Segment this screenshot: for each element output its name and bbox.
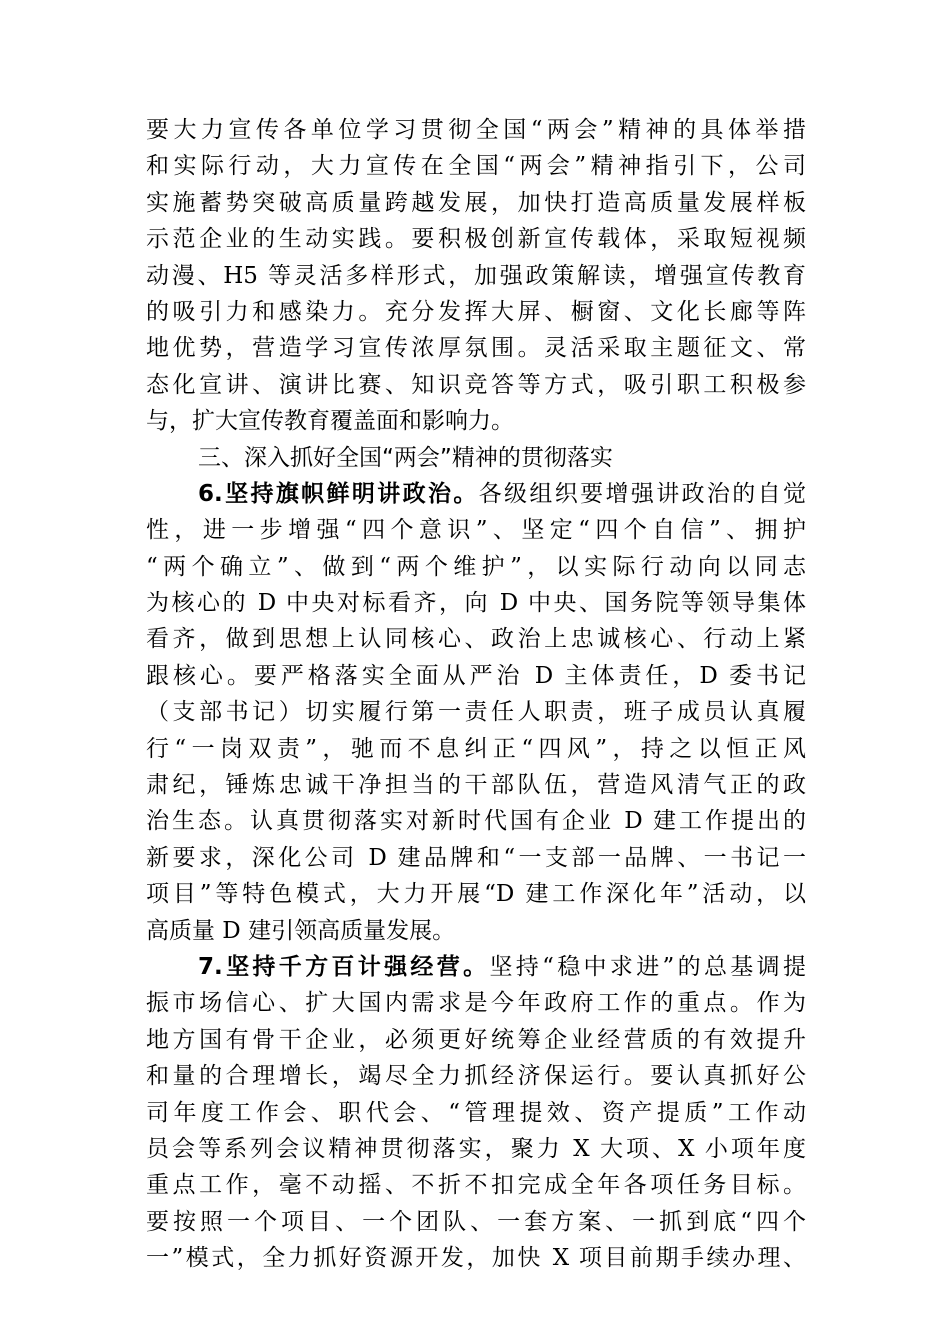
- text-line: 动漫、H5 等灵活多样形式，加强政策解读，增强宣传教育: [146, 262, 806, 289]
- text-line: 和量的合理增长，竭尽全力抓经济保运行。要认真抓好公: [146, 1063, 806, 1090]
- text-line: 实施蓄势突破高质量跨越发展，加快打造高质量发展样板: [146, 189, 806, 216]
- text-line: （支部书记）切实履行第一责任人职责，班子成员认真履: [146, 699, 806, 726]
- text-line: “两个确立”、做到“两个维护”，以实际行动向以同志: [146, 553, 806, 580]
- item-first-line: [146, 476, 806, 512]
- item-title: 6.坚持旗帜鲜明讲政治。: [198, 480, 479, 507]
- text-line: 示范企业的生动实践。要积极创新宣传载体，采取短视频: [146, 226, 806, 253]
- text-line: 行“一岗双责”，驰而不息纠正“四风”，持之以恒正风: [146, 735, 806, 762]
- text-line: 治生态。认真贯彻落实对新时代国有企业 D 建工作提出的: [146, 808, 806, 835]
- text-line: 为核心的 D 中央对标看齐，向 D 中央、国务院等领导集体: [146, 590, 806, 617]
- text-line: 地优势，营造学习宣传浓厚氛围。灵活采取主题征文、常: [146, 335, 806, 362]
- text-line: 肃纪，锤炼忠诚干净担当的干部队伍，营造风清气正的政: [146, 772, 806, 799]
- item-first-line-text: 坚持“稳中求进”的总基调提: [489, 953, 806, 980]
- text-line: 要按照一个项目、一个团队、一套方案、一抓到底“四个: [146, 1208, 806, 1235]
- text-line: 看齐，做到思想上认同核心、政治上忠诚核心、行动上紧: [146, 626, 806, 653]
- text-line: 新要求，深化公司 D 建品牌和“一支部一品牌、一书记一: [146, 844, 806, 871]
- text-line: 项目”等特色模式，大力开展“D 建工作深化年”活动，以: [146, 881, 806, 908]
- item-first-line: [146, 949, 806, 985]
- item-6-paragraph: [146, 476, 806, 949]
- text-line: 性，进一步增强“四个意识”、坚定“四个自信”、拥护: [146, 517, 806, 544]
- item-title: 7.坚持千方百计强经营。: [198, 953, 490, 980]
- section-heading: 三、深入抓好全国“两会”精神的贯彻落实: [198, 444, 613, 471]
- text-line: 的吸引力和感染力。充分发挥大屏、橱窗、文化长廊等阵: [146, 298, 806, 325]
- item-first-line-text: 各级组织要增强讲政治的自觉: [478, 480, 806, 507]
- text-line: 高质量 D 建引领高质量发展。: [146, 917, 456, 944]
- text-line: 与，扩大宣传教育覆盖面和影响力。: [146, 408, 514, 435]
- text-line: 和实际行动，大力宣传在全国“两会”精神指引下，公司: [146, 153, 806, 180]
- text-line: 态化宣讲、演讲比赛、知识竞答等方式，吸引职工积极参: [146, 371, 806, 398]
- text-line: 员会等系列会议精神贯彻落实，聚力 X 大项、X 小项年度: [146, 1135, 806, 1162]
- text-line: 重点工作，毫不动摇、不折不扣完成全年各项任务目标。: [146, 1172, 806, 1199]
- paragraph-1: [146, 112, 806, 440]
- document-page: [146, 112, 806, 1277]
- text-line: 跟核心。要严格落实全面从严治 D 主体责任，D 委书记: [146, 662, 806, 689]
- text-line: 要大力宣传各单位学习贯彻全国“两会”精神的具体举措: [146, 117, 806, 143]
- text-line: 地方国有骨干企业，必须更好统筹企业经营质的有效提升: [146, 1026, 806, 1053]
- item-7-paragraph: [146, 949, 806, 1277]
- text-line: 振市场信心、扩大国内需求是今年政府工作的重点。作为: [146, 990, 806, 1017]
- text-line: 司年度工作会、职代会、“管理提效、资产提质”工作动: [146, 1099, 806, 1126]
- text-line: 一”模式，全力抓好资源开发，加快 X 项目前期手续办理、: [146, 1245, 806, 1272]
